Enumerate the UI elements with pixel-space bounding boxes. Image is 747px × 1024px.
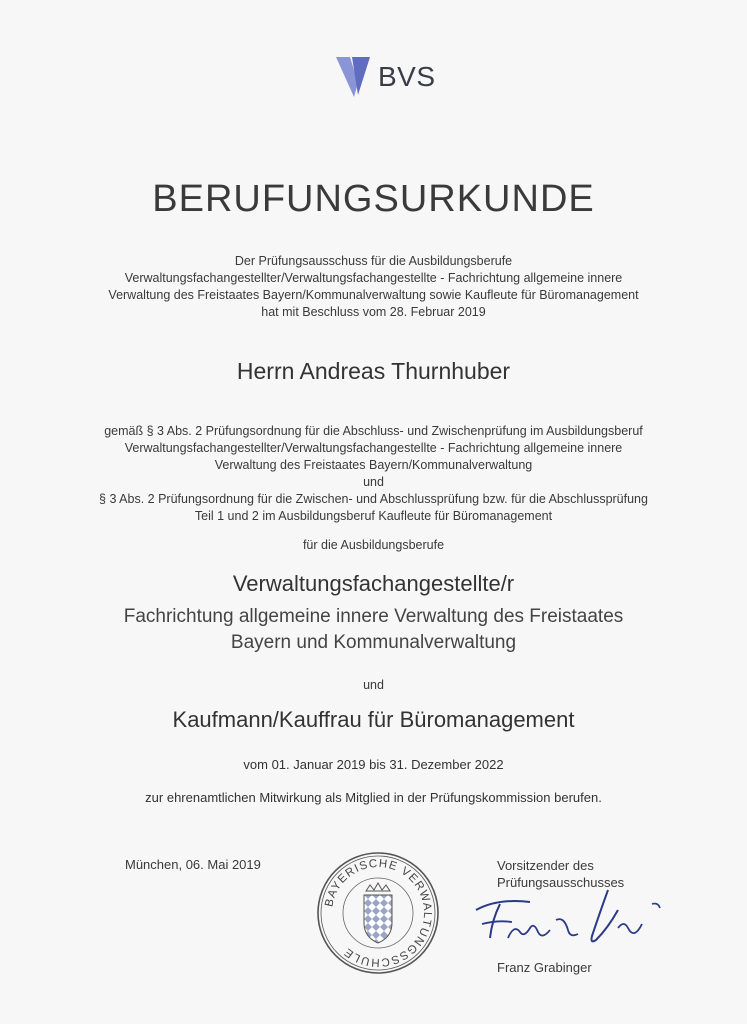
- chair-line: Vorsitzender des: [497, 858, 594, 873]
- basis-line: Teil 1 und 2 im Ausbildungsberuf Kaufleute für Büromanagement: [194, 509, 553, 523]
- basis-line: und: [363, 475, 384, 489]
- conjunction-und: und: [363, 678, 384, 692]
- place-date: München, 06. Mai 2019: [125, 857, 261, 872]
- page-title: BERUFUNGSURKUNDE: [152, 178, 595, 220]
- profession-2-title: Kaufmann/Kauffrau für Büromanagement: [172, 707, 575, 732]
- logo-text: BVS: [378, 61, 436, 92]
- basis-line: Verwaltung des Freistaates Bayern/Kommunalverwaltung: [214, 458, 533, 472]
- signature: [468, 880, 668, 960]
- basis-line: Verwaltungsfachangestellter/Verwaltungsfachangestellte - Fachrichtung allgemeine innere: [124, 441, 623, 455]
- appointment-period: vom 01. Januar 2019 bis 31. Dezember 2022: [243, 757, 504, 772]
- official-seal: [316, 851, 440, 975]
- coat-of-arms-seal-icon: [316, 851, 440, 975]
- basis-line: § 3 Abs. 2 Prüfungsordnung für die Zwischen- und Abschlussprüfung bzw. für die Abschlussprüfung: [99, 492, 648, 506]
- svg-text:BAYERISCHE VERWALTUNGSSCHULE: BAYERISCHE VERWALTUNGSSCHULE: [323, 857, 434, 969]
- profession-1-subtitle: [0, 604, 747, 656]
- signer-name: Franz Grabinger: [497, 960, 592, 975]
- profession-1-title: Verwaltungsfachangestellte/r: [232, 571, 515, 596]
- legal-basis-paragraph: [0, 423, 747, 525]
- intro-line: Der Prüfungsausschuss für die Ausbildungsberufe: [234, 254, 513, 268]
- intro-line: Verwaltungsfachangestellter/Verwaltungsfachangestellte - Fachrichtung allgemeine innere: [124, 271, 623, 285]
- intro-line: hat mit Beschluss vom 28. Februar 2019: [261, 305, 486, 319]
- basis-line: gemäß § 3 Abs. 2 Prüfungsordnung für die Abschluss- und Zwischenprüfung im Ausbildungsberuf: [104, 424, 643, 438]
- profession-1-sub-line: Fachrichtung allgemeine innere Verwaltung des Freistaates: [123, 606, 624, 627]
- intro-line: Verwaltung des Freistaates Bayern/Kommunalverwaltung sowie Kaufleute für Büromanagement: [108, 288, 639, 302]
- recipient-name: Herrn Andreas Thurnhuber: [236, 358, 511, 384]
- chair-line: Prüfungsausschusses: [497, 875, 625, 890]
- bvs-v-logo-icon: [334, 55, 374, 99]
- appointment-purpose: zur ehrenamtlichen Mitwirkung als Mitglied in der Prüfungskommission berufen.: [145, 790, 602, 805]
- profession-1-sub-line: Bayern und Kommunalverwaltung: [230, 632, 517, 653]
- handwritten-signature-icon: [468, 880, 668, 960]
- intro-paragraph: [0, 253, 747, 321]
- professions-intro: für die Ausbildungsberufe: [302, 538, 445, 552]
